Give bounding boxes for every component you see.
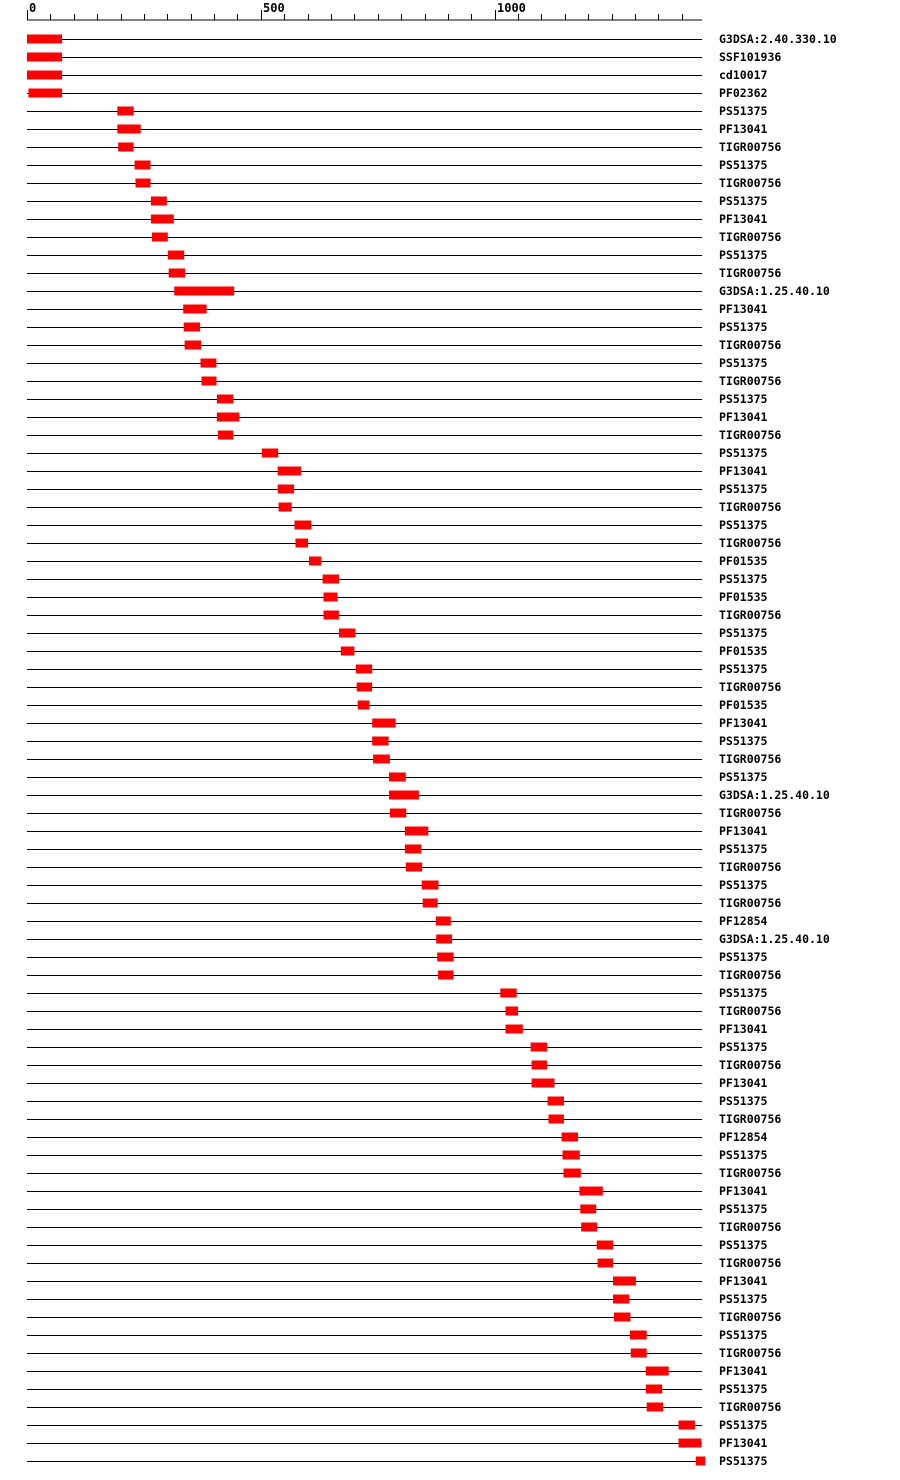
domain-label: PS51375	[719, 986, 768, 1000]
domain-bar	[118, 143, 133, 152]
domain-label: PS51375	[719, 1202, 768, 1216]
domain-label: PS51375	[719, 518, 768, 532]
domain-bar	[117, 125, 140, 134]
domain-label: PF12854	[719, 1130, 768, 1144]
domain-row	[27, 1004, 781, 1018]
domain-row	[27, 518, 768, 532]
domain-row	[27, 1256, 781, 1270]
domain-label: G3DSA:2.40.330.10	[719, 32, 837, 46]
domain-bar	[151, 215, 174, 224]
domain-bar	[217, 395, 233, 404]
domain-row	[27, 932, 830, 946]
domain-label: TIGR00756	[719, 1220, 782, 1234]
domain-label: SSF101936	[719, 50, 782, 64]
domain-bar	[279, 503, 292, 512]
domain-row	[27, 284, 830, 298]
position-axis	[27, 1, 702, 20]
domain-row	[27, 1436, 768, 1450]
domain-bar	[323, 575, 339, 584]
domain-bar	[27, 53, 62, 62]
domain-bar	[309, 557, 321, 566]
domain-bar	[168, 251, 184, 260]
domain-bar	[218, 431, 233, 440]
domain-row	[27, 1166, 781, 1180]
axis-tick-label: 1000	[497, 1, 526, 15]
domain-row	[27, 266, 781, 280]
domain-bar	[436, 917, 451, 926]
domain-bar	[597, 1241, 613, 1250]
domain-label: PS51375	[719, 446, 768, 460]
domain-row	[27, 500, 781, 514]
domain-label: TIGR00756	[719, 896, 782, 910]
domain-label: PS51375	[719, 1454, 768, 1468]
domain-row	[27, 1382, 768, 1396]
domain-bar	[598, 1259, 613, 1268]
domain-bar	[184, 323, 200, 332]
domain-label: PF01535	[719, 698, 768, 712]
domain-row	[27, 140, 781, 154]
domain-bar	[183, 305, 206, 314]
domain-bar	[579, 1187, 602, 1196]
domain-row	[27, 176, 781, 190]
domain-row	[27, 104, 768, 118]
domain-row	[27, 788, 830, 802]
domain-row	[27, 662, 768, 676]
domain-row	[27, 482, 768, 496]
domain-label: PS51375	[719, 626, 768, 640]
domain-bar	[372, 737, 388, 746]
domain-row	[27, 50, 781, 64]
domain-bar	[646, 1367, 669, 1376]
domain-row	[27, 1184, 768, 1198]
domain-row	[27, 1022, 768, 1036]
domain-row	[27, 734, 768, 748]
domain-row	[27, 446, 768, 460]
domain-label: PS51375	[719, 248, 768, 262]
domain-bar	[437, 953, 453, 962]
domain-label: G3DSA:1.25.40.10	[719, 932, 830, 946]
domain-label: TIGR00756	[719, 500, 782, 514]
domain-bar	[548, 1097, 564, 1106]
domain-bar	[564, 1169, 581, 1178]
domain-row	[27, 1274, 768, 1288]
domain-bar	[390, 809, 406, 818]
domain-bar	[679, 1421, 695, 1430]
domain-bar	[631, 1349, 647, 1358]
domain-label: TIGR00756	[719, 608, 782, 622]
domain-row	[27, 374, 781, 388]
domain-label: PF13041	[719, 410, 768, 424]
domain-label: PS51375	[719, 662, 768, 676]
domain-label: PF13041	[719, 1274, 768, 1288]
domain-bar	[217, 413, 239, 422]
domain-bar	[185, 341, 201, 350]
domain-label: PS51375	[719, 392, 768, 406]
domain-bar	[174, 287, 234, 296]
domain-label: G3DSA:1.25.40.10	[719, 788, 830, 802]
domain-bar	[389, 791, 419, 800]
domain-label: TIGR00756	[719, 266, 782, 280]
domain-label: PF13041	[719, 464, 768, 478]
domain-label: PS51375	[719, 1094, 768, 1108]
domain-row	[27, 1418, 768, 1432]
domain-bar	[278, 485, 294, 494]
domain-label: PS51375	[719, 320, 768, 334]
domain-bar	[696, 1457, 705, 1466]
domain-bar	[436, 935, 452, 944]
domain-bar	[262, 449, 278, 458]
domain-row	[27, 1058, 781, 1072]
domain-row	[27, 194, 768, 208]
domain-bar	[613, 1295, 629, 1304]
domain-row	[27, 608, 781, 622]
domain-bar	[562, 1133, 578, 1142]
domain-row	[27, 950, 768, 964]
domain-row	[27, 1112, 781, 1126]
domain-row	[27, 464, 768, 478]
domain-row	[27, 1202, 768, 1216]
domain-label: TIGR00756	[719, 230, 782, 244]
domain-bar	[423, 899, 438, 908]
domain-label: PF01535	[719, 590, 768, 604]
domain-bar	[506, 1025, 523, 1034]
domain-label: TIGR00756	[719, 1166, 782, 1180]
domain-row	[27, 986, 768, 1000]
domain-label: PS51375	[719, 1040, 768, 1054]
domain-label: TIGR00756	[719, 806, 782, 820]
domain-row	[27, 968, 781, 982]
domain-label: TIGR00756	[719, 680, 782, 694]
domain-row	[27, 428, 781, 442]
domain-bar	[151, 197, 167, 206]
domain-label: cd10017	[719, 68, 768, 82]
domain-bar	[406, 863, 422, 872]
domain-label: PF13041	[719, 1184, 768, 1198]
domain-row	[27, 356, 768, 370]
domain-bar	[202, 377, 217, 386]
domain-label: PF13041	[719, 1022, 768, 1036]
domain-row	[27, 122, 768, 136]
domain-label: PF13041	[719, 1364, 768, 1378]
domain-row	[27, 86, 767, 100]
domain-label: PF13041	[719, 1076, 768, 1090]
domain-label: PS51375	[719, 842, 768, 856]
domain-rows	[27, 32, 837, 1468]
domain-label: PS51375	[719, 158, 768, 172]
domain-row	[27, 554, 768, 568]
domain-row	[27, 1040, 768, 1054]
domain-bar	[647, 1403, 663, 1412]
domain-bar	[136, 179, 151, 188]
domain-label: TIGR00756	[719, 176, 782, 190]
domain-bar	[339, 629, 355, 638]
domain-label: TIGR00756	[719, 860, 782, 874]
domain-label: TIGR00756	[719, 140, 782, 154]
domain-row	[27, 248, 768, 262]
domain-row	[27, 410, 768, 424]
domain-row	[27, 680, 781, 694]
domain-label: PF01535	[719, 554, 768, 568]
domain-label: TIGR00756	[719, 1112, 782, 1126]
domain-row	[27, 752, 781, 766]
domain-label: TIGR00756	[719, 1004, 782, 1018]
domain-bar	[613, 1277, 636, 1286]
domain-bar	[500, 989, 516, 998]
domain-row	[27, 572, 768, 586]
domain-row	[27, 770, 768, 784]
domain-row	[27, 1310, 781, 1324]
domain-row	[27, 896, 781, 910]
domain-row	[27, 1076, 768, 1090]
domain-bar	[532, 1079, 555, 1088]
domain-row	[27, 158, 768, 172]
domain-bar	[405, 827, 428, 836]
domain-label: TIGR00756	[719, 374, 782, 388]
domain-row	[27, 320, 768, 334]
domain-label: PS51375	[719, 770, 768, 784]
domain-label: PS51375	[719, 734, 768, 748]
domain-label: PS51375	[719, 482, 768, 496]
domain-label: PS51375	[719, 950, 768, 964]
domain-label: PF13041	[719, 122, 768, 136]
domain-row	[27, 878, 768, 892]
domain-row	[27, 590, 768, 604]
domain-row	[27, 1130, 768, 1144]
domain-bar	[201, 359, 217, 368]
domain-label: PF13041	[719, 302, 768, 316]
domain-label: TIGR00756	[719, 968, 782, 982]
domain-bar	[295, 521, 312, 530]
domain-label: PS51375	[719, 1148, 768, 1162]
domain-row	[27, 914, 768, 928]
domain-row	[27, 392, 768, 406]
domain-label: PS51375	[719, 194, 768, 208]
domain-row	[27, 806, 781, 820]
domain-label: PS51375	[719, 356, 768, 370]
domain-row	[27, 1346, 781, 1360]
domain-label: TIGR00756	[719, 338, 782, 352]
domain-label: TIGR00756	[719, 1400, 782, 1414]
domain-bar	[630, 1331, 647, 1340]
domain-bar	[27, 71, 62, 80]
domain-row	[27, 1454, 768, 1468]
domain-row	[27, 716, 768, 730]
domain-row	[27, 860, 781, 874]
domain-row	[27, 1328, 768, 1342]
domain-label: TIGR00756	[719, 1346, 782, 1360]
domain-label: PS51375	[719, 1328, 768, 1342]
domain-label: PS51375	[719, 1238, 768, 1252]
axis-tick-label: 0	[29, 1, 37, 15]
domain-label: PS51375	[719, 1292, 768, 1306]
domain-bar	[614, 1313, 630, 1322]
domain-bar	[405, 845, 421, 854]
domain-bar	[506, 1007, 519, 1016]
domain-label: PS51375	[719, 878, 768, 892]
domain-label: G3DSA:1.25.40.10	[719, 284, 830, 298]
domain-bar	[278, 467, 301, 476]
domain-label: PF02362	[719, 86, 768, 100]
domain-label: PF13041	[719, 824, 768, 838]
domain-bar	[117, 107, 133, 116]
domain-row	[27, 626, 768, 640]
domain-row	[27, 644, 768, 658]
domain-bar	[532, 1061, 547, 1070]
domain-row	[27, 1220, 781, 1234]
domain-label: PS51375	[719, 104, 768, 118]
domain-bar	[296, 539, 309, 548]
domain-bar	[563, 1151, 580, 1160]
domain-row	[27, 1364, 768, 1378]
domain-row	[27, 1238, 768, 1252]
domain-row	[27, 842, 768, 856]
domain-label: PF13041	[719, 716, 768, 730]
domain-label: TIGR00756	[719, 752, 782, 766]
domain-label: PS51375	[719, 572, 768, 586]
domain-row	[27, 1400, 781, 1414]
domain-label: TIGR00756	[719, 536, 782, 550]
domain-label: PF13041	[719, 1436, 768, 1450]
domain-bar	[27, 35, 62, 44]
domain-label: PF13041	[719, 212, 768, 226]
domain-row	[27, 824, 768, 838]
axis-tick-label: 500	[263, 1, 285, 15]
domain-bar	[324, 593, 338, 602]
domain-row	[27, 1148, 768, 1162]
domain-row	[27, 32, 837, 46]
domain-bar	[531, 1043, 547, 1052]
domain-bar	[169, 269, 185, 278]
domain-label: PS51375	[719, 1418, 768, 1432]
domain-row	[27, 536, 781, 550]
domain-bar	[679, 1439, 702, 1448]
domain-bar	[389, 773, 406, 782]
domain-bar	[28, 89, 62, 98]
domain-row	[27, 1094, 768, 1108]
domain-bar	[358, 701, 370, 710]
domain-bar	[135, 161, 151, 170]
domain-bar	[152, 233, 168, 242]
domain-row	[27, 230, 781, 244]
domain-label: PF12854	[719, 914, 768, 928]
domain-bar	[373, 755, 390, 764]
domain-bar	[341, 647, 355, 656]
domain-bar	[646, 1385, 662, 1394]
domain-row	[27, 698, 768, 712]
domain-row	[27, 302, 768, 316]
domain-bar	[438, 971, 453, 980]
domain-row	[27, 1292, 768, 1306]
domain-bar	[549, 1115, 564, 1124]
domain-label: PF01535	[719, 644, 768, 658]
domain-label: TIGR00756	[719, 1256, 782, 1270]
domain-label: TIGR00756	[719, 428, 782, 442]
domain-bar	[356, 665, 372, 674]
domain-bar	[357, 683, 372, 692]
domain-bar	[422, 881, 439, 890]
domain-label: PS51375	[719, 1382, 768, 1396]
domain-row	[27, 68, 768, 82]
domain-label: TIGR00756	[719, 1058, 782, 1072]
domain-bar	[581, 1223, 597, 1232]
domain-bar	[580, 1205, 596, 1214]
domain-row	[27, 338, 781, 352]
domain-bar	[372, 719, 395, 728]
domain-label: TIGR00756	[719, 1310, 782, 1324]
domain-row	[27, 212, 768, 226]
domain-bar	[324, 611, 339, 620]
